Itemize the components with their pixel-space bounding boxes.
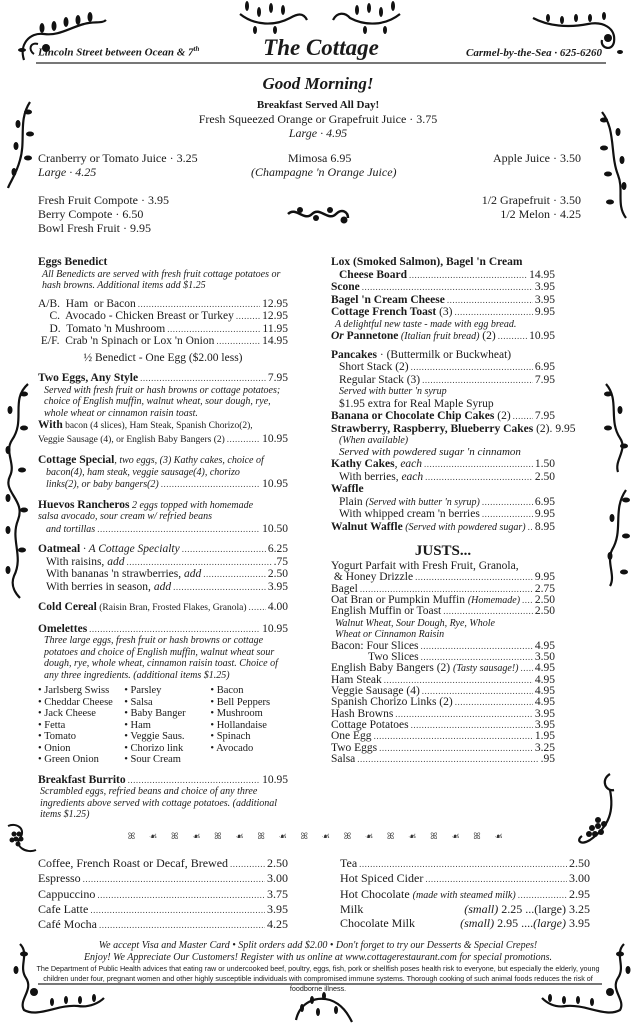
bagel: Bagel ..... 2.75 <box>331 584 555 595</box>
flourish-ornament-center-icon <box>286 202 352 226</box>
oatmeal-addon: With raisins, add ..... .75 <box>38 556 288 569</box>
side-item: Two Eggs ..... 3.25 <box>331 743 555 754</box>
chocolate-milk: Chocolate Milk (small) 2.95 .... (large) 3.95 <box>340 916 590 931</box>
short-stack: Short Stack (2) ..... 6.95 <box>331 361 555 374</box>
hot-chocolate: Hot Chocolate (made with steamed milk) ..... 2.95 <box>340 887 590 902</box>
muffin: Oat Bran or Pumpkin Muffin (Homemade) ..... 2.50 <box>331 595 555 607</box>
benedict-item: C. Avocado - Chicken Breast or Turkey ..... 12.95 <box>38 310 288 323</box>
berry-cakes: Strawberry, Raspberry, Blueberry Cakes (2). 9.95 <box>331 422 576 435</box>
omelette-ingredients: • Jarlsberg Swiss • Cheddar Cheese • Jack Cheese • Fetta • Tomato • Onion • Green Onion • Parsley • Salsa • Baby Banger • Ham • Veggie Saus. • Chorizo link • Sour Cream • Bacon • Bell Peppers • Mushroom • Hollandaise • Spinach • Avocado <box>38 685 271 765</box>
drink-item: Coffee, French Roast or Decaf, Brewed ..... 2.50 <box>38 856 288 871</box>
bowl-fresh-fruit: Bowl Fresh Fruit · 9.95 <box>38 221 152 235</box>
side-item: Salsa ..... .95 <box>331 754 555 765</box>
drink-item: Cafe Latte ..... 3.95 <box>38 902 288 917</box>
side-item: Cottage Potatoes ..... 3.95 <box>331 720 555 731</box>
half-melon: 1/2 Melon · 4.25 <box>500 207 581 221</box>
restaurant-title: The Cottage <box>263 35 379 60</box>
left-menu-column: Eggs Benedict All Benedicts are served with fresh fruit cottage potatoes or hash browns. Additional items add $1.25 A/B. Ham or Bacon ..... 12.95 C. Avocado - Chicken Breast or Turkey ..... 12.95 D. Tomato 'n Mushroom ..... 11.95 E/F. Crab 'n Spinach or Lox 'n Onion ..... 14.95 ½ Benedict - One Egg ($2.00 less) Two Eggs, Any Style ..... 7.95 Served with fresh fruit or hash browns or cottage potatoes; choice of English muffin, walnut wheat, sour dough, rye, whole wheat or cinnamon raisin toast. With bacon (4 slices), Ham Steak, Spanish Chorizo(2), Veggie Sausage (4), or English Baby Bangers (2) ..... 10.95 Cottage Special, two eggs, (3) Kathy cakes, choice of bacon(4), ham steak, veggie sausage(4), chorizo links(2), or baby bangers(2) ..... 10.95 Huevos Rancheros 2 eggs topped with homemade salsa avocado, sour cream w/ refried beans and tortillas ..... 10.50 Oatmeal · A Cottage Specialty ..... 6.25 With raisins, add ..... .75 With bananas 'n strawberries, add ..... 2.50 With berries in season, add ..... 3.95 Cold Cereal (Raisin Bran, Frosted Flakes, Granola) ..... 4.00 Omelettes ..... 10.95 Three large eggs, fresh fruit or hash browns or cottage potatoes and choice of English muffin, walnut wheat sour dough, rye, whole wheat, cinnamon raisin toast. Choice of any three ingredients. (additional items $1.25) • Jarlsberg Swiss • Cheddar Cheese • Jack Cheese • Fetta • Tomato • Onion • Green Onion • Parsley • Salsa • Baby Banger • Ham • Veggie Saus. • Chorizo link • Sour Cream • Bacon • Bell Peppers • Mushroom • Hollandaise • Spinach • Avocado Breakfast Burrito ..... 10.95 Scrambled eggs, refried beans and choice of any three ingredients above served with cottage potatoes. (additional items $1.25) <box>38 256 288 821</box>
drinks-left <box>38 856 288 932</box>
lox-board: Lox (Smoked Salmon), Bagel 'n Cream <box>331 256 523 268</box>
yogurt-parfait: & Honey Drizzle ..... 9.95 <box>331 572 555 583</box>
oatmeal-addon: With berries in season, add ..... 3.95 <box>38 581 288 594</box>
oatmeal-addon: With bananas 'n strawberries, add ..... 2.50 <box>38 568 288 581</box>
waffle-whipped: With whipped cream 'n berries ..... 9.95 <box>331 508 555 521</box>
side-item: One Egg ..... 1.95 <box>331 731 555 742</box>
health-advisory: The Department of Public Health advices that eating raw or undercooked beef, poultry, eggs, fish, pork or shellfish poses health risk to everyone, but especially the elderly, young children under four, pregnant women and other highly susceptible individuals with compromised immune systems. Thorough cooking of such animal foods reduces the risk of foodborne illness. <box>36 964 600 993</box>
eggs-benedict-desc: All Benedicts are served with fresh fruit cottage potatoes or hash browns. Additional items add $1.25 <box>42 268 281 291</box>
drink-item: Cappuccino ..... 3.75 <box>38 887 288 902</box>
right-menu-column: Lox (Smoked Salmon), Bagel 'n Cream Cheese Board ..... 14.95 Scone ..... 3.95 Bagel 'n Cream Cheese ..... 3.95 Cottage French Toast (3) ..... 9.95 A delightful new taste - made with egg bread. Or Pannetone (Italian fruit bread) (2) ..... 10.95 Pancakes · (Buttermilk or Buckwheat) Short Stack (2) ..... 6.95 Regular Stack (3) ..... 7.95 Served with butter 'n syrup $1.95 extra for Real Maple Syrup Banana or Chocolate Chip Cakes (2) ..... 7.95 Strawberry, Raspberry, Blueberry Cakes (2). 9.95 (When available) Served with powdered sugar 'n cinnamon Kathy Cakes, each ..... 1.50 With berries, each ..... 2.50 Waffle Plain (Served with butter 'n syrup) ..... 6.95 With whipped cream 'n berries ..... 9.95 Walnut Waffle (Served with powdered sugar) ..... 8.95 JUSTS... Yogurt Parfait with Fresh Fruit, Granola, & Honey Drizzle ..... 9.95 Bagel ..... 2.75 Oat Bran or Pumpkin Muffin (Homemade) ..... 2.50 English Muffin or Toast ..... 2.50 Walnut Wheat, Sour Dough, Rye, Whole Wheat or Cinnamon Raisin Bacon: Four Slices ..... 4.95 Two Slices ..... 3.50 English Baby Bangers (2) (Tasty sausage!) ..... 4.95 Ham Steak ..... 4.95 Veggie Sausage (4) ..... 4.95 Spanish Chorizo Links (2) ..... 4.95 Hash Browns ..... 3.95 Cottage Potatoes ..... 3.95 One Egg ..... 1.95 Two Eggs ..... 3.25 Salsa ..... .95 <box>331 256 555 765</box>
english-muffin: English Muffin or Toast ..... 2.50 <box>331 606 555 617</box>
burrito-desc: Scrambled eggs, refried beans and choice of any three ingredients above served with cottage potatoes. (additional items $1.25) <box>40 786 278 820</box>
address: Lincoln Street between Ocean & 7th <box>38 45 200 59</box>
drinks-right <box>340 856 590 930</box>
justs-list: Yogurt Parfait with Fresh Fruit, Granola, & Honey Drizzle ..... 9.95 Bagel ..... 2.75 Oat Bran or Pumpkin Muffin (Homemade) ..... 2.50 English Muffin or Toast ..... 2.50 Walnut Wheat, Sour Dough, Rye, Whole Wheat or Cinnamon Raisin Bacon: Four Slices ..... 4.95 Two Slices ..... 3.50 English Baby Bangers (2) (Tasty sausage!) ..... 4.95 Ham Steak ..... 4.95 Veggie Sausage (4) ..... 4.95 Spanish Chorizo Links (2) ..... 4.95 Hash Browns ..... 3.95 Cottage Potatoes ..... 3.95 One Egg ..... 1.95 Two Eggs ..... 3.25 Salsa ..... .95 <box>331 561 555 765</box>
menu-header <box>36 35 606 64</box>
two-eggs-with: With bacon (4 slices), Ham Steak, Spanish Chorizo(2), <box>38 419 253 431</box>
cranberry-juice: Cranberry or Tomato Juice · 3.25 <box>38 151 198 165</box>
apple-juice: Apple Juice · 3.50 <box>493 151 581 165</box>
side-item: Veggie Sausage (4) ..... 4.95 <box>331 686 555 697</box>
side-item: Spanish Chorizo Links (2) ..... 4.95 <box>331 697 555 708</box>
side-item: Hash Browns ..... 3.95 <box>331 709 555 720</box>
vine-ornament-left-middle-icon <box>0 380 34 600</box>
berry-compote: Berry Compote · 6.50 <box>38 207 144 221</box>
drink-item: Espresso ..... 3.00 <box>38 871 288 886</box>
half-grapefruit: 1/2 Grapefruit · 3.50 <box>481 193 581 207</box>
drink-item: Café Mocha ..... 4.25 <box>38 917 288 932</box>
walnut-waffle: Walnut Waffle (Served with powdered sugar) ..... 8.95 <box>331 521 555 534</box>
tea: Tea ..... 2.50 <box>340 856 590 871</box>
bacon-four: Bacon: Four Slices ..... 4.95 <box>331 641 555 652</box>
waffle-plain: Plain (Served with butter 'n syrup) ..... 6.95 <box>331 496 555 509</box>
benedict-item: A/B. Ham or Bacon ..... 12.95 <box>38 298 288 311</box>
fresh-fruit-compote: Fresh Fruit Compote · 3.95 <box>38 193 169 207</box>
huevos-rancheros: Huevos Rancheros 2 eggs topped with homemade <box>38 498 254 511</box>
vine-ornament-bottom-center-icon <box>290 990 360 1024</box>
banana-choc-chip-cakes: Banana or Chocolate Chip Cakes (2) ..... 7.95 <box>331 410 555 423</box>
regular-stack: Regular Stack (3) ..... 7.95 <box>331 374 555 387</box>
omelettes: Omelettes ..... 10.95 <box>38 623 288 636</box>
french-toast: Cottage French Toast (3) ..... 9.95 <box>331 306 555 319</box>
english-bangers: English Baby Bangers (2) (Tasty sausage!) ..... 4.95 <box>331 663 555 675</box>
mimosa-desc: (Champagne 'n Orange Juice) <box>251 165 397 179</box>
orange-juice: Fresh Squeezed Orange or Grapefruit Juice · 3.75 Large · 4.95 <box>198 112 438 140</box>
mimosa: Mimosa 6.95 <box>288 151 352 165</box>
city-phone: Carmel-by-the-Sea · 625-6260 <box>466 47 602 59</box>
benedict-item: E/F. Crab 'n Spinach or Lox 'n Onion ..... 14.95 <box>38 335 288 348</box>
served-all-day: Breakfast Served All Day! <box>256 99 380 111</box>
cottage-special: Cottage Special, two eggs, (3) Kathy cakes, choice of <box>38 454 264 466</box>
half-benedict: ½ Benedict - One Egg ($2.00 less) <box>83 351 243 364</box>
two-eggs: Two Eggs, Any Style ..... 7.95 <box>38 372 288 385</box>
menu-footer <box>30 940 606 994</box>
pancakes: Pancakes · (Buttermilk or Buckwheat) <box>331 348 512 361</box>
payment-note: We accept Visa and Master Card • Split orders add $2.00 • Don't forget to try our Desserts & Special Crepes! <box>98 940 538 951</box>
benedict-item: D. Tomato 'n Mushroom ..... 11.95 <box>38 323 288 336</box>
breakfast-burrito: Breakfast Burrito ..... 10.95 <box>38 774 288 787</box>
hot-spiced-cider: Hot Spiced Cider ..... 3.00 <box>340 871 590 886</box>
vine-ornament-top-center-icon <box>235 0 405 34</box>
cranberry-juice-large: Large · 4.25 <box>38 165 97 179</box>
kathy-cakes-berries: With berries, each ..... 2.50 <box>331 471 555 484</box>
vine-ornament-right-middle-icon <box>598 380 634 590</box>
justs-title: JUSTS... <box>414 543 472 559</box>
greeting: Good Morning! <box>262 74 374 93</box>
bagel-cream-cheese: Bagel 'n Cream Cheese ..... 3.95 <box>331 294 555 307</box>
bacon-two: Two Slices ..... 3.50 <box>331 652 555 663</box>
register-note: Enjoy! We Appreciate Our Customers! Register with us online at www.cottagerestaurant.com for special promotions. <box>83 952 553 963</box>
milk: Milk (small) 2.25 ... (large) 3.25 <box>340 901 590 916</box>
cold-cereal: Cold Cereal (Raisin Bran, Frosted Flakes, Granola) ..... 4.00 <box>38 601 288 615</box>
omelettes-desc: Three large eggs, fresh fruit or hash browns or cottage potatoes and choice of English muffin, walnut wheat sour dough, rye, whole wheat, cinnamon raisin toast. Choice of any three ingredients. (additional items $1.25) <box>44 635 278 681</box>
oatmeal: Oatmeal · A Cottage Specialty ..... 6.25 <box>38 543 288 556</box>
eggs-benedict-title: Eggs Benedict <box>38 256 108 268</box>
waffle-title: Waffle <box>331 483 364 495</box>
two-eggs-desc: Served with fresh fruit or hash browns or cottage potatoes; choice of English muffin, walnut wheat, sour dough, rye, whole wheat or cinnamon raisin toast. <box>44 384 281 419</box>
side-item: Ham Steak ..... 4.95 <box>331 675 555 686</box>
scone: Scone ..... 3.95 <box>331 281 555 294</box>
section-divider: ꕤ ☙ ꕤ ☙ ꕤ ☙ ꕤ ☙ ꕤ ☙ ꕤ ☙ ꕤ ☙ ꕤ ☙ ꕤ ☙ <box>127 831 509 841</box>
two-eggs-with-meat: Veggie Sausage (4), or English Baby Bangers (2) ..... 10.95 <box>38 433 288 447</box>
kathy-cakes: Kathy Cakes, each ..... 1.50 <box>331 458 555 471</box>
pannetone: Or Pannetone (Italian fruit bread) (2) ..... 10.95 <box>331 330 555 343</box>
footer-rule <box>38 983 602 985</box>
